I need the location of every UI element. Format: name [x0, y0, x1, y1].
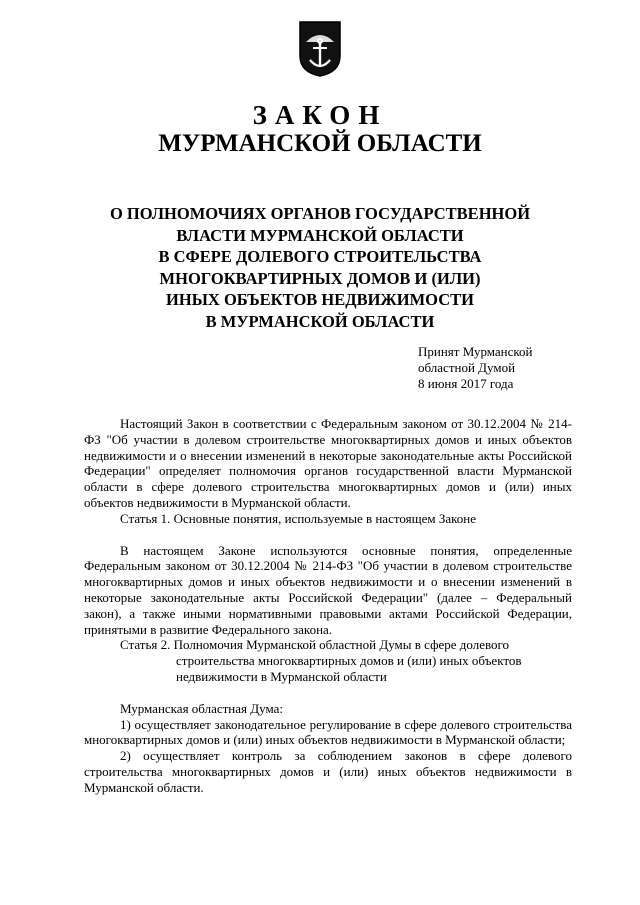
preamble-paragraph: Настоящий Закон в соответствии с Федеральным законом от 30.12.2004 № 214-ФЗ "Об участии в долевом строительстве многоквартирных домов и иных объектов недвижимости и о внесении изменений в некоторые законодательные акты Российской Федерации" определяет полномочия органов государственной власти Мурманской области в сфере долевого строительства многоквартирных домов и (или) иных объектов недвижимости в Мурманской области. — [84, 416, 572, 510]
law-title — [0, 203, 640, 332]
document-type-title: ЗАКОН — [252, 100, 388, 130]
adoption-line: Принят Мурманской — [418, 344, 533, 359]
coat-of-arms-icon — [298, 20, 342, 78]
law-title-line: ИНЫХ ОБЪЕКТОВ НЕДВИЖИМОСТИ — [166, 290, 474, 309]
adoption-line: областной Думой — [418, 360, 516, 375]
law-title-line: ВЛАСТИ МУРМАНСКОЙ ОБЛАСТИ — [176, 225, 464, 245]
adoption-note — [418, 344, 533, 392]
adoption-line: 8 июня 2017 года — [418, 376, 514, 391]
article-2-heading-line: строительства многоквартирных домов и (или) иных объектов — [176, 653, 522, 669]
region-title: МУРМАНСКОЙ ОБЛАСТИ — [158, 130, 482, 157]
law-title-line: О ПОЛНОМОЧИЯХ ОРГАНОВ ГОСУДАРСТВЕННОЙ — [109, 204, 531, 223]
article-2-heading — [84, 637, 572, 684]
law-title-line: МНОГОКВАРТИРНЫХ ДОМОВ И (ИЛИ) — [159, 268, 481, 288]
document-body — [84, 416, 572, 796]
article-1-text: В настоящем Законе используются основные понятия, определенные Федеральным законом от 30.12.2004 № 214-ФЗ "Об участии в долевом строительстве многоквартирных домов и иных объектов недвижимости и о внесении изменений в некоторые законодательные акты Российской Федерации" (далее – Федеральный закон), а также иными нормативными правовыми актами Российской Федерации, принятыми в развитие Федерального закона. — [84, 542, 572, 637]
article-1-heading: Статья 1. Основные понятия, используемые в настоящем Законе — [120, 510, 477, 526]
article-2-heading-line: Статья 2. Полномочия Мурманской областной Думы в сфере долевого — [120, 637, 510, 653]
article-2-item: 1) осуществляет законодательное регулирование в сфере долевого строительства многоквартирных домов и (или) иных объектов недвижимости в Мурманской области; — [84, 716, 572, 748]
article-2-heading-line: недвижимости в Мурманской области — [176, 668, 387, 684]
article-2-intro: Мурманская областная Дума: — [120, 700, 283, 716]
law-title-line: В СФЕРЕ ДОЛЕВОГО СТРОИТЕЛЬСТВА — [158, 247, 482, 266]
law-title-line: В МУРМАНСКОЙ ОБЛАСТИ — [205, 311, 435, 331]
article-2-item: 2) осуществляет контроль за соблюдением законов в сфере долевого строительства многоквартирных домов и (или) иных объектов недвижимости в Мурманской области. — [84, 748, 572, 795]
